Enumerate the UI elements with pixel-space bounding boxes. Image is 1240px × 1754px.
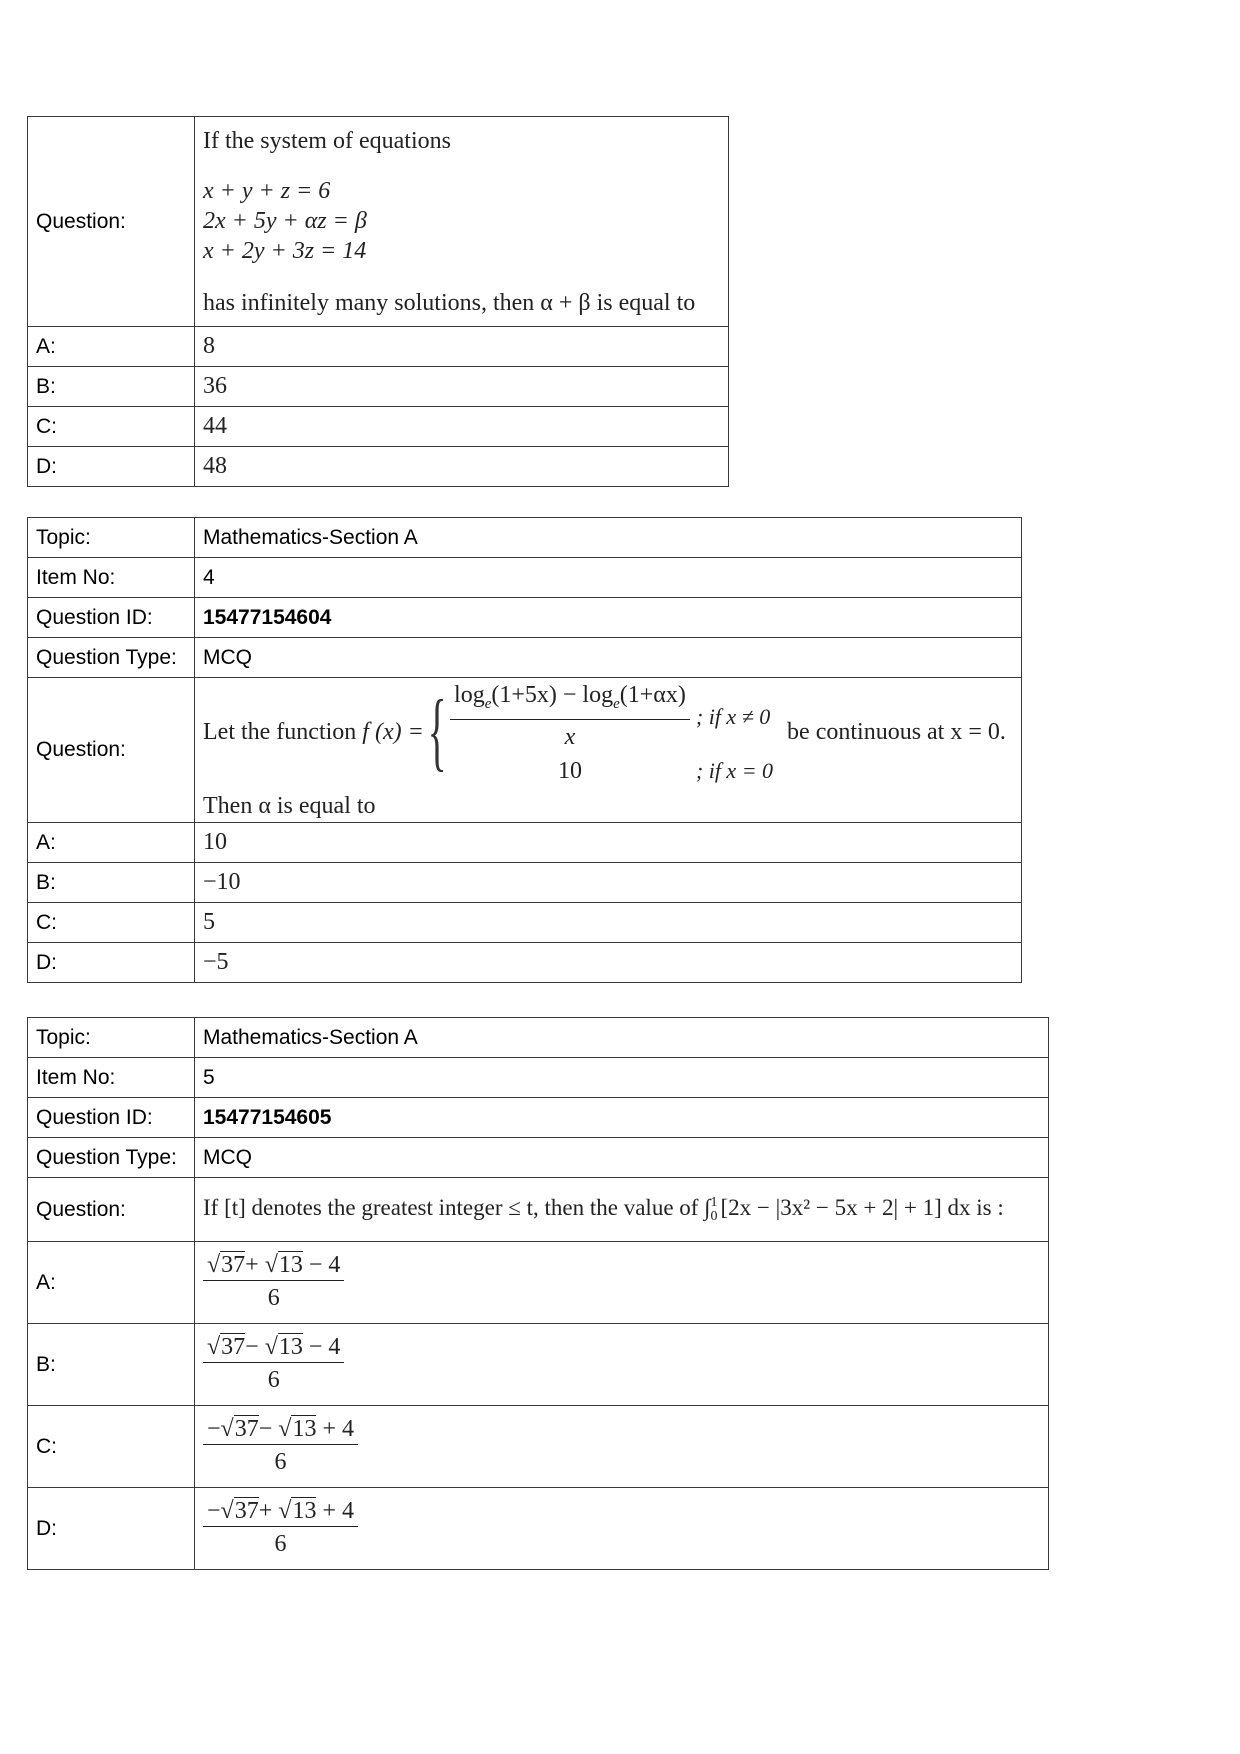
option-value: 5 [195,903,1022,943]
option-value [195,1324,1049,1406]
question-trail: be continuous at x = 0. [787,718,1006,745]
question-intro: If the system of equations [203,127,451,154]
option-fraction: $\frac{-√37- √13 + 4}{6}$ [203,1414,358,1479]
question-id-value: 15477154605 [195,1098,1049,1138]
option-label: B: [28,1324,195,1406]
fraction-numerator: $\log_e(1+5x) - \log_e(1+\alpha x)$ [450,680,690,720]
question-stem-2: [2x − |3x² − 5x + 2| + 1] dx is : [720,1195,1004,1221]
piecewise-cases [450,680,773,785]
option-value: −10 [195,863,1022,903]
question-then: Then α is equal to [203,792,376,819]
fraction-denominator: x [564,723,576,750]
question-id-value: 15477154604 [195,598,1022,638]
question-label: Question: [28,1178,195,1242]
question-type-value: MCQ [195,638,1022,678]
question-type-label: Question Type: [28,1138,195,1178]
question-id-label: Question ID: [28,598,195,638]
question-lead: Let the function [203,718,357,745]
option-label: D: [28,1488,195,1570]
option-label: C: [28,407,195,447]
question-table-4 [27,517,1022,983]
topic-value: Mathematics-Section A [195,1018,1049,1058]
case-1-condition: ; if x ≠ 0 [695,703,771,729]
option-label: B: [28,863,195,903]
fraction [450,680,690,754]
option-value: 44 [195,407,729,447]
option-value: −5 [195,943,1022,983]
topic-label: Topic: [28,518,195,558]
option-label: D: [28,447,195,487]
item-no-value: 4 [195,558,1022,598]
option-value: 48 [195,447,729,487]
option-label: D: [28,943,195,983]
equation-2: 2x + 5y + αz = β [203,207,367,234]
question-label: Question: [28,678,195,823]
topic-value: Mathematics-Section A [195,518,1022,558]
option-value [195,1242,1049,1324]
option-value: 10 [195,823,1022,863]
question-type-label: Question Type: [28,638,195,678]
option-fraction: $\frac{-√37+ √13 + 4}{6}$ [203,1496,358,1561]
left-brace: { [427,683,447,781]
case-2-condition: ; if x = 0 [695,758,774,784]
question-outro: has infinitely many solutions, then α + β is equal to [203,289,696,316]
topic-label: Topic: [28,1018,195,1058]
question-body [195,117,729,327]
question-type-value: MCQ [195,1138,1049,1178]
option-value [195,1488,1049,1570]
integral-upper-limit: 1 [710,1194,718,1210]
option-label: C: [28,903,195,943]
option-label: A: [28,1242,195,1324]
question-body [195,1178,1049,1242]
option-value: 36 [195,367,729,407]
item-no-label: Item No: [28,1058,195,1098]
option-fraction: $\frac{√37- √13 - 4}{6}$ [203,1332,344,1397]
case-2-value: 10 [557,757,582,784]
question-id-label: Question ID: [28,1098,195,1138]
item-no-value: 5 [195,1058,1049,1098]
question-stem-1: If [t] denotes the greatest integer ≤ t, then the value of ∫ [203,1195,711,1221]
integral-lower-limit: 0 [710,1208,718,1224]
option-value [195,1406,1049,1488]
option-label: C: [28,1406,195,1488]
question-table-5 [27,1017,1049,1570]
equation-3: x + 2y + 3z = 14 [203,237,367,264]
question-label: Question: [28,117,195,327]
option-fraction: $\frac{√37+ √13 - 4}{6}$ [203,1250,344,1315]
question-table-3 [27,116,729,487]
option-label: B: [28,367,195,407]
option-value: 8 [195,327,729,367]
function-name: f (x) = [362,718,424,745]
option-label: A: [28,823,195,863]
equation-1: x + y + z = 6 [203,177,331,204]
item-no-label: Item No: [28,558,195,598]
option-label: A: [28,327,195,367]
question-body [195,678,1022,823]
